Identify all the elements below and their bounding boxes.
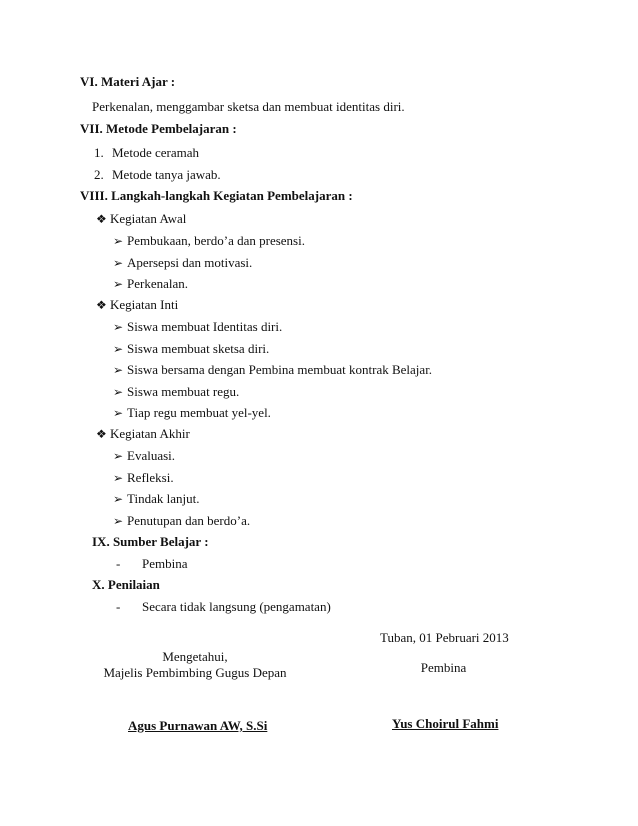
list-item: [116, 599, 331, 615]
arrow-bullet-icon: ➢: [113, 514, 124, 528]
section-7-heading: VII. Metode Pembelajaran :: [80, 121, 237, 136]
arrow-bullet-icon: ➢: [113, 363, 124, 377]
item-number: 1.: [94, 145, 104, 160]
item-text: Siswa membuat sketsa diri.: [127, 341, 270, 356]
item-text: Tindak lanjut.: [127, 491, 200, 506]
section-10-heading: X. Penilaian: [92, 577, 160, 592]
diamond-bullet-icon: ❖: [96, 427, 107, 441]
group-heading: [96, 211, 186, 227]
list-item: [113, 470, 174, 486]
arrow-bullet-icon: ➢: [113, 406, 124, 420]
right-signer-name: Yus Choirul Fahmi: [392, 716, 499, 731]
item-text: Apersepsi dan motivasi.: [127, 255, 253, 270]
item-text: Tiap regu membuat yel-yel.: [127, 405, 271, 420]
arrow-bullet-icon: ➢: [113, 449, 124, 463]
item-text: Pembukaan, berdo’a dan presensi.: [127, 233, 305, 248]
diamond-bullet-icon: ❖: [96, 298, 107, 312]
section-9-heading: IX. Sumber Belajar :: [92, 534, 209, 549]
group-title: Kegiatan Awal: [110, 211, 187, 226]
list-item: [94, 167, 221, 183]
arrow-bullet-icon: ➢: [113, 234, 124, 248]
group-title: Kegiatan Inti: [110, 297, 179, 312]
section-8-heading: VIII. Langkah-langkah Kegiatan Pembelajaran :: [80, 188, 353, 203]
item-text: Siswa bersama dengan Pembina membuat kontrak Belajar.: [127, 362, 433, 377]
arrow-bullet-icon: ➢: [113, 342, 124, 356]
arrow-bullet-icon: ➢: [113, 492, 124, 506]
left-signer-name: Agus Purnawan AW, S.Si: [128, 718, 268, 733]
list-item: [113, 384, 239, 400]
section-6-heading: VI. Materi Ajar :: [80, 74, 176, 89]
list-item: [113, 255, 252, 271]
arrow-bullet-icon: ➢: [113, 277, 124, 291]
place-date: Tuban, 01 Pebruari 2013: [380, 630, 509, 645]
right-signer-role: Pembina: [420, 660, 467, 675]
arrow-bullet-icon: ➢: [113, 385, 124, 399]
list-item: [113, 362, 432, 378]
list-item: [116, 556, 188, 572]
list-item: [113, 276, 188, 292]
item-text: Evaluasi.: [127, 448, 176, 463]
arrow-bullet-icon: ➢: [113, 320, 124, 334]
group-heading: [96, 426, 190, 442]
group-heading: [96, 297, 178, 313]
list-item: [113, 448, 175, 464]
dash-bullet: -: [116, 599, 121, 614]
dash-bullet: -: [116, 556, 121, 571]
section-6-text: Perkenalan, menggambar sketsa dan membuat identitas diri.: [92, 99, 405, 114]
list-item: [113, 513, 250, 529]
item-text: Pembina: [142, 556, 188, 571]
item-text: Metode tanya jawab.: [112, 167, 221, 182]
item-text: Siswa membuat Identitas diri.: [127, 319, 283, 334]
acknowledgement-label: Mengetahui,: [162, 649, 228, 664]
item-text: Secara tidak langsung (pengamatan): [142, 599, 331, 614]
group-title: Kegiatan Akhir: [110, 426, 190, 441]
left-signer-role: Majelis Pembimbing Gugus Depan: [103, 665, 287, 680]
list-item: [113, 405, 271, 421]
item-text: Perkenalan.: [127, 276, 189, 291]
diamond-bullet-icon: ❖: [96, 212, 107, 226]
item-text: Penutupan dan berdo’a.: [127, 513, 251, 528]
arrow-bullet-icon: ➢: [113, 471, 124, 485]
list-item: [94, 145, 199, 161]
item-text: Refleksi.: [127, 470, 174, 485]
item-text: Metode ceramah: [112, 145, 199, 160]
list-item: [113, 341, 269, 357]
list-item: [113, 491, 199, 507]
item-text: Siswa membuat regu.: [127, 384, 240, 399]
list-item: [113, 233, 305, 249]
arrow-bullet-icon: ➢: [113, 256, 124, 270]
item-number: 2.: [94, 167, 104, 182]
list-item: [113, 319, 282, 335]
